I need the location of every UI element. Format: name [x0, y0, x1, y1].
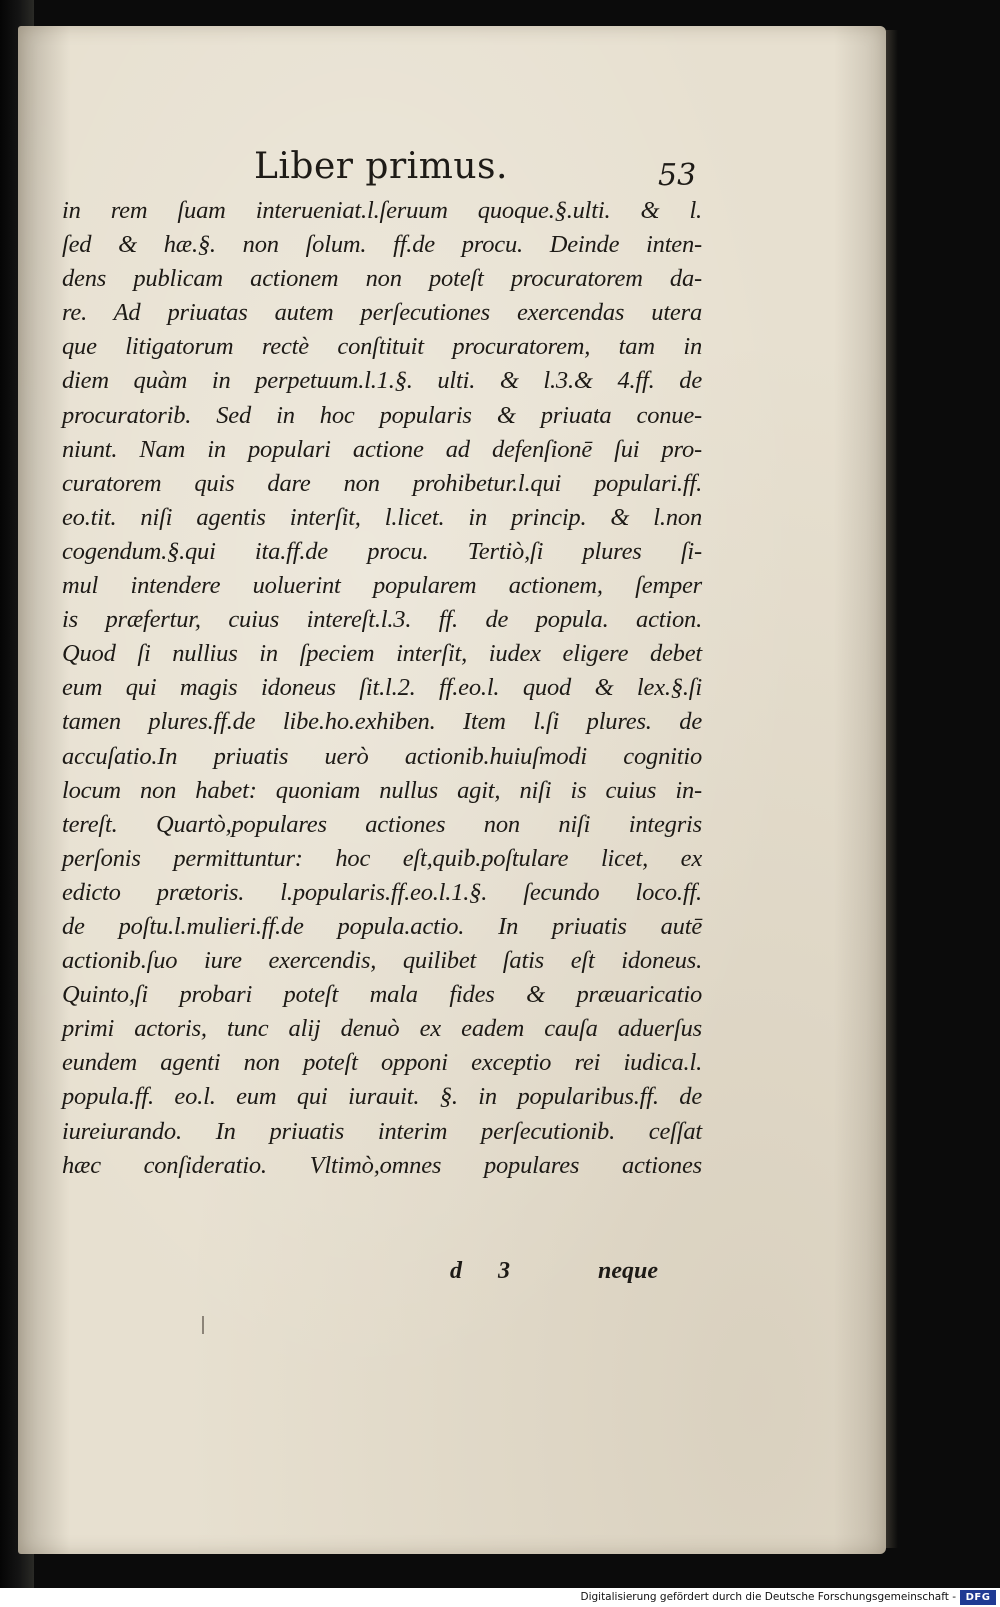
text-line: tamen plures.ff.de libe.ho.exhiben. Item l.ſi plures. de — [62, 708, 702, 736]
page-edge-shadow — [884, 30, 898, 1548]
catchword: neque — [598, 1258, 658, 1284]
body-text — [62, 194, 702, 1183]
text-line: eo.tit. niſi agentis interſit, l.licet. in princip. & l.non — [62, 503, 702, 531]
running-title: Liber primus. — [254, 146, 508, 187]
text-line: perſonis permittuntur: hoc eſt,quib.poſtulare licet, ex — [62, 844, 702, 872]
text-line: procuratorib. Sed in hoc popularis & priuata conue- — [62, 401, 702, 429]
text-line: eundem agenti non poteſt opponi exceptio rei iudica.l. — [62, 1049, 702, 1077]
text-line: que litigatorum rectè conſtituit procuratorem, tam in — [62, 333, 702, 361]
text-line: cogendum.§.qui ita.ff.de procu. Tertiò,ſi plures ſi- — [62, 537, 702, 565]
signature-mark: d — [450, 1258, 462, 1284]
dfg-logo: DFG — [960, 1590, 996, 1605]
book-page — [18, 26, 886, 1554]
text-line: edicto prætoris. l.popularis.ff.eo.l.1.§. ſecundo loco.ff. — [62, 878, 702, 906]
text-line: hæc conſideratio. Vltimò,omnes populares actiones — [62, 1151, 702, 1179]
text-line: is præfertur, cuius intereſt.l.3. ff. de popula. action. — [62, 606, 702, 634]
text-line: actionib.ſuo iure exercendis, quilibet ſatis eſt idoneus. — [62, 947, 702, 975]
text-line: in rem ſuam interueniat.l.ſeruum quoque.§.ulti. & l. — [62, 197, 702, 224]
text-line: accuſatio.In priuatis uerò actionib.huiuſmodi cognitio — [62, 742, 702, 770]
text-line: Quod ſi nullius in ſpeciem interſit, iudex eligere debet — [62, 640, 702, 668]
text-line: eum qui magis idoneus ſit.l.2. ff.eo.l. quod & lex.§.ſi — [62, 674, 702, 702]
text-line: niunt. Nam in populari actione ad defenſionē ſui pro- — [62, 435, 702, 463]
text-line: re. Ad priuatas autem perſecutiones exercendas utera — [62, 299, 702, 327]
text-line: tereſt. Quartò,populares actiones non niſi integris — [62, 810, 702, 838]
text-line: iureiurando. In priuatis interim perſecutionib. ceſſat — [62, 1117, 702, 1145]
text-line: mul intendere uoluerint popularem actionem, ſemper — [62, 572, 702, 600]
text-line: locum non habet: quoniam nullus agit, niſi is cuius in- — [62, 776, 702, 804]
text-line: ſed & hæ.§. non ſolum. ff.de procu. Deinde inten- — [62, 231, 702, 259]
text-line: de poſtu.l.mulieri.ff.de popula.actio. In priuatis autē — [62, 912, 702, 940]
footer-bar — [0, 1588, 1000, 1607]
text-line: dens publicam actionem non poteſt procuratorem da- — [62, 265, 702, 293]
text-line: diem quàm in perpetuum.l.1.§. ulti. & l.3.& 4.ff. de — [62, 367, 702, 395]
page-number: 53 — [658, 158, 697, 193]
signature-number: 3 — [498, 1258, 510, 1284]
text-line: curatorem quis dare non prohibetur.l.qui populari.ff. — [62, 469, 702, 497]
funding-credit: Digitalisierung gefördert durch die Deutsche Forschungsgemeinschaft - — [580, 1591, 956, 1603]
text-line: primi actoris, tunc alij denuò ex eadem cauſa aduerſus — [62, 1015, 702, 1043]
ink-mark — [202, 1316, 204, 1334]
text-line: popula.ff. eo.l. eum qui iurauit. §. in popularibus.ff. de — [62, 1083, 702, 1111]
text-line: Quinto,ſi probari poteſt mala fides & præuaricatio — [62, 981, 702, 1009]
